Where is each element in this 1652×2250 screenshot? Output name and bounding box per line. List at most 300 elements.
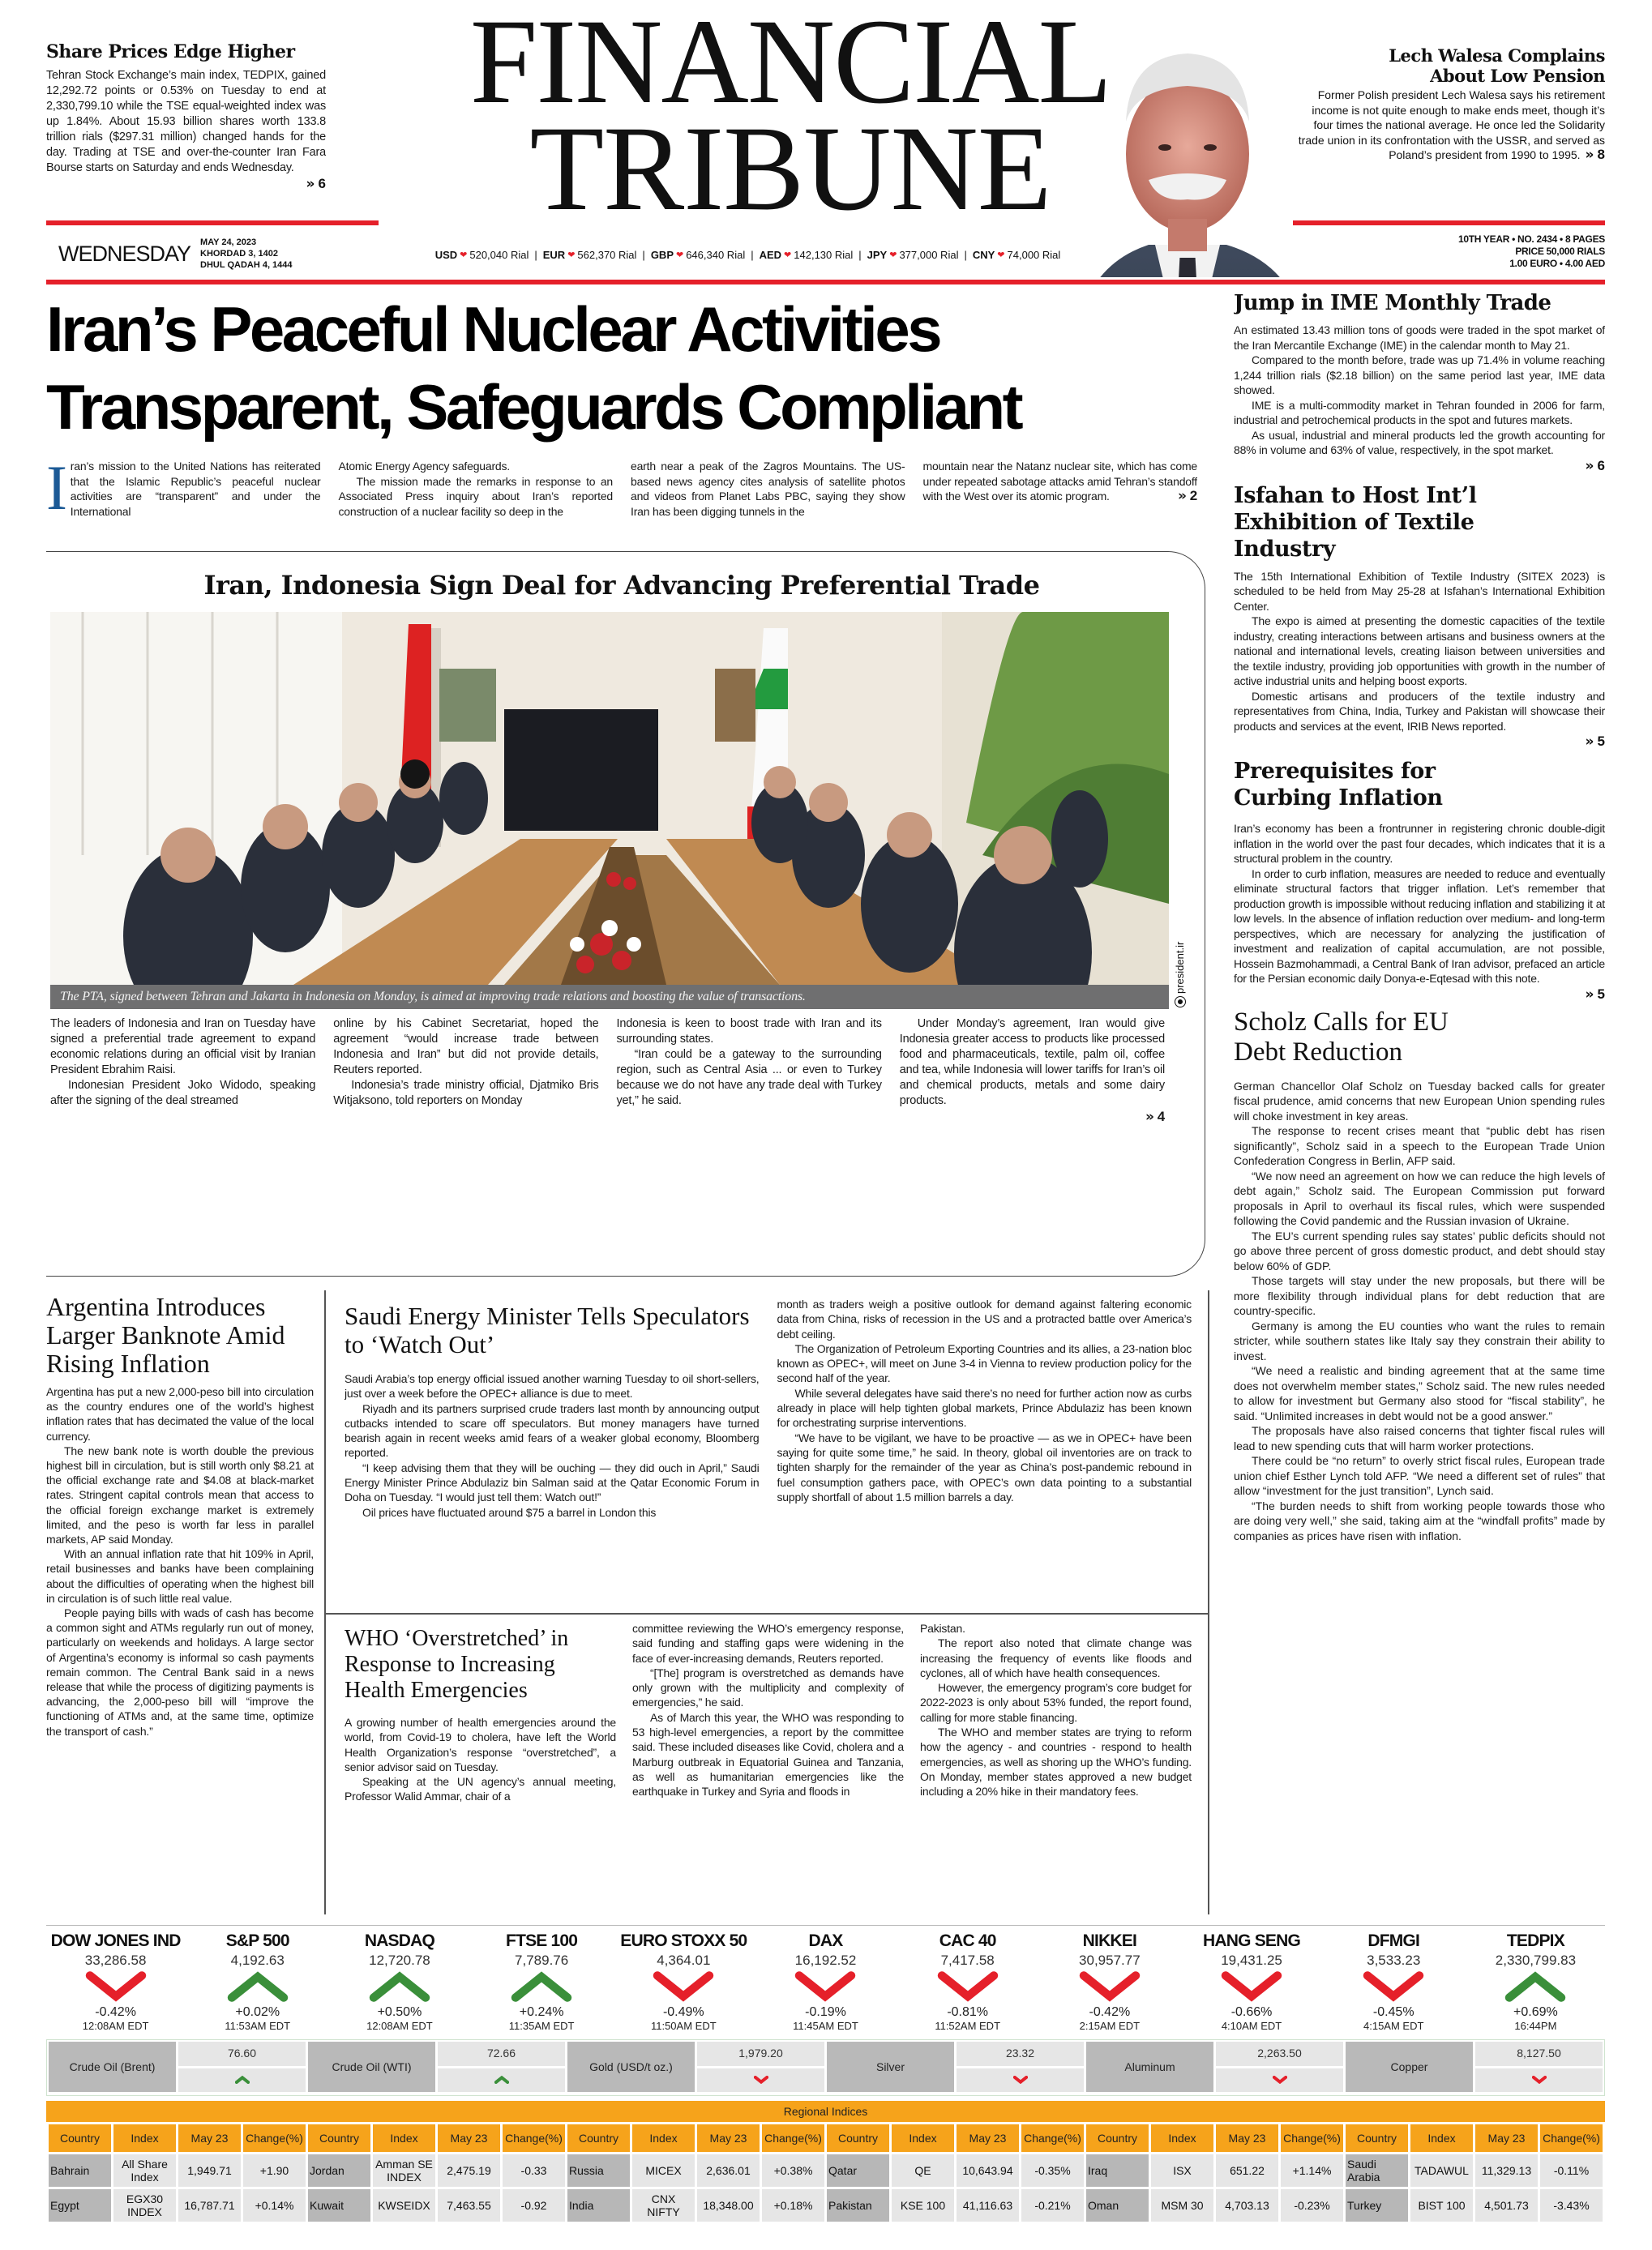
regional-country: Egypt — [49, 2189, 111, 2222]
jump-chevron-icon: » — [1177, 488, 1187, 504]
saudi-story — [345, 1297, 1192, 1609]
inflation-headline[interactable]: Prerequisites for Curbing Inflation — [1234, 759, 1443, 811]
paragraph: Saudi Arabia’s top energy official issued another warning Tuesday to oil short-sellers, just over a week before the OPEC+ alliance is due to meet. — [345, 1372, 760, 1401]
regional-column-header: May 23 — [1216, 2124, 1278, 2152]
paragraph: Speaking at the UN agency’s annual meeting, Professor Walid Ammar, chair of a — [345, 1775, 616, 1803]
lead-col-1: I ran’s mission to the United Nations has reiterated that the Islamic Republic’s peaceful nuclear activities are “transparent” and under the International — [46, 459, 321, 523]
currency-code: CNY — [972, 249, 995, 261]
isfahan-story — [1234, 482, 1605, 751]
regional-value: 2,636.01 — [697, 2154, 760, 2187]
index-name: NIKKEI — [1082, 1931, 1137, 1950]
arrow-down-icon — [931, 1970, 1004, 2003]
masthead-title-financial: FINANCIAL — [469, 0, 1111, 129]
paragraph: German Chancellor Olaf Scholz on Tuesday backed calls for greater fiscal prudence, amid concerns that new European Union spending rules will choke investment in key areas. — [1234, 1079, 1605, 1123]
arrow-down-icon — [79, 1970, 152, 2003]
argentina-story — [46, 1293, 314, 1917]
masthead-rule-right — [1293, 220, 1605, 225]
commodity-name: Silver — [827, 2042, 954, 2092]
regional-index: MSM 30 — [1151, 2189, 1213, 2222]
indonesia-col-4: Under Monday’s agreement, Iran would give Indonesia greater access to products like processed food and pharmaceuticals, textile, palm oil, coffee and tea, while Indonesia will lower tariffs for Iran’s oil and chemical products, metals and some dairy products. » 4 — [899, 1017, 1165, 1125]
index-change: +0.50% — [377, 2005, 422, 2019]
arrow-down-icon — [754, 2076, 768, 2084]
currency-value: 74,000 Rial — [1007, 249, 1061, 261]
inflation-jump[interactable]: » 5 — [1585, 986, 1605, 1003]
dateline — [58, 233, 293, 275]
walesa-portrait-icon — [1090, 18, 1285, 277]
scholz-body — [1234, 1079, 1605, 1544]
who-col-1 — [345, 1715, 616, 1804]
regional-country: Pakistan — [827, 2189, 889, 2222]
index-value: 19,431.25 — [1221, 1953, 1282, 1968]
index-change: -0.45% — [1372, 2005, 1414, 2019]
regional-change: +0.38% — [762, 2154, 824, 2187]
camera-icon — [1175, 997, 1185, 1007]
paragraph: The Organization of Petroleum Exporting Countries and its allies, a 23-nation bloc known as OPEC+, will meet on June 3-4 in Vienna to review production policy for the second half of the year. — [777, 1341, 1192, 1385]
index-value: 3,533.23 — [1367, 1953, 1421, 1968]
ime-jump[interactable]: » 6 — [1585, 457, 1605, 474]
index-name: CAC 40 — [939, 1931, 996, 1950]
masthead-title-tribune: TRIBUNE — [529, 101, 1051, 236]
currency-code: GBP — [650, 249, 674, 261]
regional-index: ISX — [1151, 2154, 1213, 2187]
commodity-value: 76.60 — [178, 2042, 306, 2066]
right-sidebar — [1234, 290, 1605, 1919]
indonesia-jump[interactable]: » 4 — [1145, 1109, 1165, 1125]
currency-strip — [409, 246, 1086, 264]
paragraph: IME is a multi-commodity market in Tehran founded in 2006 for farm, industrial and petrochemical products in the spot and futures markets. — [1234, 398, 1605, 426]
index-time: 11:53AM EDT — [225, 2020, 291, 2032]
regional-column-header: Country — [827, 2124, 889, 2152]
who-col-3 — [920, 1621, 1192, 1804]
indonesia-col-2: online by his Cabinet Secretariat, hoped the agreement “would increase trade between Indonesia and Iran” but did not provide details, Reuters reported. Indonesia’s trade ministry official, Djatmiko Bris Witjaksono, told reporters on Monday — [333, 1017, 599, 1107]
index-value: 30,957.77 — [1079, 1953, 1141, 1968]
commodity-trend — [1216, 2068, 1343, 2093]
paragraph: month as traders weigh a positive outlook for demand against faltering economic data from China, risks of recession in the US and a protracted battle over America’s debt ceiling. — [777, 1298, 1192, 1341]
down-heart-icon: ❤ — [567, 250, 576, 260]
dates: MAY 24, 2023 KHORDAD 3, 1402 DHUL QADAH 4, 1444 — [200, 237, 293, 270]
currency-value: 377,000 Rial — [899, 249, 959, 261]
paragraph: Riyadh and its partners surprised crude traders last month by announcing output cutbacks intended to scare off speculators. But money managers have turned bearish again in recent weeks amid fears of a weaker global economy, Bloomberg reported. — [345, 1401, 760, 1460]
indonesia-col-3: Indonesia is keen to boost trade with Iran and its surrounding states. “Iran could be a gateway to the surrounding region, such as Central Asia ... or even to Turkey because we do not have any trade deal with Turkey yet,” he said. — [616, 1017, 882, 1107]
index-time: 11:50AM EDT — [650, 2020, 717, 2032]
currency-value: 646,340 Rial — [686, 249, 746, 261]
paragraph: As of March this year, the WHO was responding to 53 high-level emergencies, a report by the committee said. These included diseases like Covid, cholera and a Marburg outbreak in Equatorial Guinea and Tanzania, as well as humanitarian emergencies like the earthquake in Turkey and Syria and floods in — [632, 1710, 904, 1799]
paragraph: Pakistan. — [920, 1622, 965, 1635]
currency-usd — [435, 248, 529, 263]
currency-code: USD — [434, 249, 458, 261]
down-heart-icon: ❤ — [889, 250, 897, 260]
commodity-value: 1,979.20 — [697, 2042, 824, 2066]
regional-country: Oman — [1086, 2189, 1149, 2222]
commodity-trend — [1475, 2068, 1603, 2093]
meeting-photo-icon — [50, 612, 1169, 985]
paragraph: “The burden needs to shift from working people towards those who are doing very well,” she said, taking aim at the “windfall profits” made by companies as prices have risen with inflation. — [1234, 1499, 1605, 1542]
index-name: DAX — [808, 1931, 843, 1950]
isfahan-headline[interactable]: Isfahan to Host Int’l Exhibition of Textile Industry — [1234, 482, 1477, 562]
regional-column-header: May 23 — [438, 2124, 500, 2152]
commodity-name: Gold (USD/t oz.) — [567, 2042, 695, 2092]
saudi-headline[interactable]: Saudi Energy Minister Tells Speculators to ‘Watch Out’ — [345, 1302, 750, 1358]
index-ticker[interactable] — [756, 1931, 895, 2036]
commodity-name: Copper — [1346, 2042, 1473, 2092]
paragraph: Domestic artisans and producers of the textile industry and representatives from China, India, Turkey and Pakistan will showcase their products and services at the event, IRIB News reported. — [1234, 689, 1605, 733]
regional-value: 651.22 — [1216, 2154, 1278, 2187]
commodity-quote[interactable] — [1216, 2042, 1343, 2092]
regional-column-header: May 23 — [697, 2124, 760, 2152]
regional-column-header: Index — [1151, 2124, 1213, 2152]
paragraph: There could be “no return” to overly strict fiscal rules, European trade union chief Esther Lynch told AFP. “We need a different set of rules” that allow “investment for the just transition”, Lynch said. — [1234, 1454, 1605, 1497]
issue-info: 10TH YEAR • NO. 2434 • 8 PAGES PRICE 50,000 RIALS 1.00 EURO • 4.00 AED — [1457, 233, 1605, 269]
paragraph: The 15th International Exhibition of Textile Industry (SITEX 2023) is scheduled to be held from May 25-28 at Isfahan’s International Exhibition Center. — [1234, 569, 1605, 613]
photo-credit: president.ir — [1174, 909, 1187, 1007]
separator: | — [642, 249, 645, 261]
indonesia-photo-caption: The PTA, signed between Tehran and Jakarta in Indonesia on Monday, is aimed at improving trade relations and boosting the value of transactions. — [50, 985, 1169, 1009]
masthead-rule-left — [46, 220, 379, 225]
down-heart-icon: ❤ — [460, 250, 468, 260]
index-ticker[interactable] — [330, 1931, 469, 2036]
lower-divider-v — [324, 1290, 326, 1914]
index-ticker[interactable] — [1040, 1931, 1179, 2036]
regional-column-header: Country — [49, 2124, 111, 2152]
index-time: 12:08AM EDT — [366, 2020, 433, 2032]
index-value: 7,417.58 — [940, 1953, 995, 1968]
arrow-down-icon — [1073, 1970, 1146, 2003]
who-col-2 — [632, 1621, 904, 1804]
regional-index: KWSEIDX — [373, 2189, 435, 2222]
index-name: NASDAQ — [364, 1931, 435, 1950]
jump-chevron-icon: » — [1145, 1109, 1154, 1125]
share-prices-body: Tehran Stock Exchange’s main index, TEDPIX, gained 12,292.72 points or 0.53% on Tuesday to end at 2,330,799.10 while the TSE equal-weighted index was up 1.84%. About 15.93 billion shares worth 133.8 trillion rials ($297.31 million) changed hands for the day. Trading at TSE and over-the-counter Iran Fara Bourse starts on Saturday and ends Wednesday. — [46, 69, 326, 174]
regional-column-header: Change(%) — [762, 2124, 824, 2152]
regional-column-header: May 23 — [1475, 2124, 1538, 2152]
index-ticker[interactable] — [898, 1931, 1037, 2036]
regional-value: 41,116.63 — [957, 2189, 1019, 2222]
separator: | — [964, 249, 967, 261]
arrow-up-icon — [494, 2076, 509, 2084]
index-trend — [1040, 1969, 1179, 2004]
index-ticker[interactable] — [46, 1931, 185, 2036]
paragraph: People paying bills with wads of cash has become a common sight and ATMs regularly run out of money, particularly on weekends and holidays. A large sector of Argentina’s economy is informal so cash payments remain common. The Central Bank said in a news release that while the process of digitizing payments is advancing, the 2,000-peso bill will “improve the functioning of ATMs and, at the same time, optimize the transport of cash.” — [46, 1606, 314, 1738]
regional-column-header: Change(%) — [503, 2124, 565, 2152]
regional-table — [46, 2122, 1605, 2224]
index-trend — [473, 1969, 611, 2004]
paragraph: An estimated 13.43 million tons of goods were traded in the spot market of the Iran Mercantile Exchange (IME) in the calendar month to May 21. — [1234, 323, 1605, 352]
regional-index: KSE 100 — [892, 2189, 954, 2222]
arrow-down-icon — [1273, 2076, 1287, 2084]
arrow-down-icon — [1215, 1970, 1288, 2003]
regional-change: -0.33 — [503, 2154, 565, 2187]
index-time: 11:45AM EDT — [793, 2020, 858, 2032]
who-story — [345, 1621, 1192, 1919]
lead-col-3: earth near a peak of the Zagros Mountains. The US-based news agency cites analysis of satellite photos and videos from Planet Labs PBC, saying they show Iran has been digging tunnels in the — [631, 460, 905, 518]
indonesia-headline[interactable]: Iran, Indonesia Sign Deal for Advancing Preferential Trade — [203, 570, 1040, 601]
index-value: 7,789.76 — [515, 1953, 569, 1968]
arrow-down-icon — [789, 1970, 862, 2003]
currency-cny — [973, 248, 1060, 263]
index-trend — [1325, 1969, 1463, 2004]
paragraph: Compared to the month before, trade was up 71.4% in volume reaching 1,244 trillion rials ($2.18 billion) on the same period last year, IME data showed. — [1234, 353, 1605, 396]
lead-headline-line1: Iran’s Peaceful Nuclear Activities — [46, 293, 940, 365]
down-heart-icon: ❤ — [997, 250, 1005, 260]
regional-column-header: Country — [567, 2124, 630, 2152]
currency-value: 562,370 Rial — [577, 249, 637, 261]
regional-column-header: Index — [113, 2124, 176, 2152]
index-name: EURO STOXX 50 — [620, 1931, 747, 1950]
commodity-name: Crude Oil (Brent) — [49, 2042, 176, 2092]
lower-divider-h — [324, 1613, 1208, 1615]
regional-index: TADAWUL — [1410, 2154, 1473, 2187]
regional-indices — [46, 2101, 1605, 2224]
lead-headline-line2: Transparent, Safeguards Compliant — [46, 371, 1021, 443]
regional-column-header: May 23 — [957, 2124, 1019, 2152]
paragraph: Germany is among the EU counties who want the rules to remain stricter, while southern states like Italy say they constrain their ability to invest. — [1234, 1319, 1605, 1362]
regional-column-header: Change(%) — [1021, 2124, 1084, 2152]
separator: | — [534, 249, 537, 261]
arrow-down-icon — [647, 1970, 720, 2003]
ime-headline[interactable]: Jump in IME Monthly Trade — [1234, 291, 1551, 315]
regional-value: 18,348.00 — [697, 2189, 760, 2222]
regional-change: +0.18% — [762, 2189, 824, 2222]
index-name: DOW JONES IND — [50, 1931, 181, 1950]
separator: | — [858, 249, 862, 261]
regional-column-header: Change(%) — [1281, 2124, 1343, 2152]
index-change: -0.81% — [947, 2005, 989, 2019]
argentina-body — [46, 1384, 314, 1739]
separator: | — [751, 249, 754, 261]
ime-story — [1234, 290, 1605, 474]
index-time: 11:35AM EDT — [508, 2020, 575, 2032]
commodity-quote[interactable] — [957, 2042, 1084, 2092]
paragraph: In order to curb inflation, measures are needed to reduce and eventually eliminate structural factors that trigger inflation. Let’s remember that production growth is impossible without reducing inflation and stabilizing it at low levels. In the absence of inflation reduction over medium- and long-term perspectives, which are necessary for analyzing the justification of investment and realization of capital accumulation, are not possible, Hossein Bazmohammadi, a Central Bank of Iran advisor, prefaced an article for the Persian economic daily Donya-e-Eqtesad with this note. — [1234, 866, 1605, 985]
currency-code: JPY — [867, 249, 888, 261]
regional-column-header: Index — [892, 2124, 954, 2152]
paragraph: Oil prices have fluctuated around $75 a barrel in London this — [362, 1505, 657, 1519]
regional-column-header: Country — [308, 2124, 370, 2152]
isfahan-jump[interactable]: » 5 — [1585, 734, 1605, 750]
indonesia-body — [50, 1016, 1165, 1268]
index-time: 16:44PM — [1514, 2020, 1557, 2032]
regional-country: Russia — [567, 2154, 630, 2187]
who-headline[interactable]: WHO ‘Overstretched’ in Response to Increasing Health Emergencies — [345, 1626, 569, 1703]
isfahan-body — [1234, 569, 1605, 734]
paragraph: “We have to be vigilant, we have to be proactive — as we in OPEC+ have been saying for quite some time,” he said. In theory, global oil inventories are on track to tighten sharply for the remainder of the year as China’s post-pandemic rebound in fuel consumption gathers pace, with OPEC’s own data pointing to a substantial supply shortfall of about 1.5 million barrels a day. — [777, 1431, 1192, 1504]
regional-column-header: Change(%) — [243, 2124, 306, 2152]
arrow-up-icon — [363, 1970, 436, 2003]
regional-change: +0.14% — [243, 2189, 306, 2222]
share-prices-brief — [46, 41, 326, 215]
index-ticker[interactable] — [1466, 1931, 1605, 2036]
paragraph: committee reviewing the WHO’s emergency response, said funding and staffing gaps were widening in the face of ever-increasing demands, Reuters reported. — [632, 1622, 904, 1665]
commodity-trend — [438, 2068, 565, 2093]
inflation-story — [1234, 758, 1605, 1003]
regional-column-header: Country — [1346, 2124, 1408, 2152]
index-change: -0.66% — [1230, 2005, 1273, 2019]
lead-jump[interactable]: » 2 — [1177, 488, 1197, 504]
lead-body — [46, 459, 1197, 543]
walesa-brief — [1293, 45, 1605, 217]
currency-eur — [543, 248, 637, 263]
market-strip-top-rule — [46, 1925, 1605, 1926]
jump-chevron-icon: » — [1585, 734, 1594, 750]
paragraph: The EU’s current spending rules say states’ public deficits should not go above three percent of gross domestic product, and debt should stay below 60% of GDP. — [1234, 1229, 1605, 1273]
walesa-photo — [1090, 18, 1285, 277]
index-value: 12,720.78 — [369, 1953, 430, 1968]
paragraph: Iran’s economy has been a frontrunner in registering chronic double-digit inflation in the world over the past four decades, which indicates that it is a structural problem in the country. — [1234, 822, 1605, 865]
walesa-body: Former Polish president Lech Walesa says his retirement income is not quite enough to make ends meet, though it’s four times the national average. He once led the Solidarity trade union in its confrontation with the USSR, and served as Poland’s president from 1990 to 1995. » 8 — [1298, 88, 1605, 163]
walesa-headline: Lech Walesa Complains About Low Pension — [1389, 45, 1605, 86]
regional-index: QE — [892, 2154, 954, 2187]
commodity-quote[interactable] — [697, 2042, 824, 2092]
index-trend — [1466, 1969, 1605, 2004]
commodity-quote[interactable] — [438, 2042, 565, 2092]
index-time: 11:52AM EDT — [935, 2020, 1001, 2032]
indonesia-col-1: The leaders of Indonesia and Iran on Tuesday have signed a preferential trade agreement to expand economic relations during an official visit by Iranian President Ebrahim Raisi. Indonesian President Joko Widodo, speaking after the signing of the deal streamed — [50, 1017, 316, 1107]
share-prices-jump[interactable]: » 6 — [306, 176, 326, 192]
regional-change: -0.21% — [1021, 2189, 1084, 2222]
index-change: -0.42% — [95, 2005, 136, 2019]
arrow-down-icon — [1532, 2076, 1547, 2084]
index-time: 4:10AM EDT — [1221, 2020, 1282, 2032]
index-ticker[interactable] — [614, 1931, 753, 2036]
regional-change: -3.43% — [1540, 2189, 1603, 2222]
regional-value: 10,643.94 — [957, 2154, 1019, 2187]
commodity-name: Aluminum — [1086, 2042, 1213, 2092]
commodity-value: 8,127.50 — [1475, 2042, 1603, 2066]
regional-country: Iraq — [1086, 2154, 1149, 2187]
index-ticker[interactable] — [1325, 1931, 1463, 2036]
regional-index: MICEX — [632, 2154, 695, 2187]
regional-column-header: May 23 — [178, 2124, 241, 2152]
arrow-up-icon — [1499, 1970, 1572, 2003]
paragraph: The response to recent crises meant that “public debt has risen significantly”, Scholz said in a speech to the European Trade Union Confederation Congress in Berlin, AFP said. — [1234, 1124, 1605, 1167]
currency-jpy — [867, 248, 959, 263]
paragraph: “We now need an agreement on how we can reduce the high levels of debt again,” Scholz said. The European Commission put forward proposals in April to overhaul its fiscal rules, which were suspended following the Covid pandemic and the Russian invasion of Ukraine. — [1234, 1169, 1605, 1227]
lower-divider-right — [1208, 1290, 1209, 1914]
arrow-up-icon — [221, 1970, 294, 2003]
regional-change: -0.35% — [1021, 2154, 1084, 2187]
argentina-headline[interactable]: Argentina Introduces Larger Banknote Amid Rising Inflation — [46, 1293, 285, 1378]
arrow-down-icon — [1013, 2076, 1028, 2084]
currency-aed — [760, 248, 854, 263]
regional-index: BIST 100 — [1410, 2189, 1473, 2222]
masthead-logo[interactable] — [365, 0, 1216, 236]
commodity-quote[interactable] — [1475, 2042, 1603, 2092]
paragraph: Those targets will stay under the new proposals, but there will be more flexibility through individual plans for debt reduction that are country-specific. — [1234, 1274, 1605, 1317]
regional-column-header: Index — [632, 2124, 695, 2152]
regional-column-header: Index — [1410, 2124, 1473, 2152]
regional-value: 4,501.73 — [1475, 2189, 1538, 2222]
index-trend — [1182, 1969, 1320, 2004]
index-name: HANG SENG — [1203, 1931, 1301, 1950]
lead-dropcap: I — [46, 459, 67, 523]
commodity-trend — [957, 2068, 1084, 2093]
paragraph: While several delegates have said there’s no need for further action now as curbs already in place will help tighten global markets, Prince Abdulaziz has been known for orchestrating surprise interventions. — [777, 1386, 1192, 1430]
index-name: DFMGI — [1367, 1931, 1420, 1950]
index-ticker-row — [46, 1931, 1605, 2036]
paragraph: The new bank note is worth double the previous highest bill in circulation, but is still worth only $8.21 at the official exchange rate and $4.08 at black-market rates. Stringent capital controls mean that access to the official foreign exchange market is extremely limited, and the peso is worth far less in parallel markets, AP said Monday. — [46, 1444, 314, 1546]
paragraph: The report also noted that climate change was increasing the frequency of events like floods and cyclones, all of which have health consequences. — [920, 1636, 1192, 1679]
regional-row — [49, 2154, 1603, 2187]
index-trend — [756, 1969, 895, 2004]
commodities-strip — [46, 2039, 1605, 2096]
paragraph: The WHO and member states are trying to reform how the agency - and countries - respond to health emergencies, as well as shoring up the WHO’s funding. On Monday, member states approved a new budget including a 20% hike in their mandatory fees. — [920, 1726, 1192, 1799]
jump-chevron-icon: » — [306, 176, 315, 192]
regional-value: 4,703.13 — [1216, 2189, 1278, 2222]
down-heart-icon: ❤ — [675, 250, 684, 260]
commodity-value: 2,263.50 — [1216, 2042, 1343, 2066]
commodity-value: 23.32 — [957, 2042, 1084, 2066]
regional-index: CNX NIFTY — [632, 2189, 695, 2222]
ime-body — [1234, 323, 1605, 458]
commodity-quote[interactable] — [178, 2042, 306, 2092]
index-change: +0.69% — [1513, 2005, 1558, 2019]
scholz-headline[interactable]: Scholz Calls for EU Debt Reduction — [1234, 1007, 1449, 1067]
down-heart-icon: ❤ — [784, 250, 792, 260]
jump-chevron-icon: » — [1585, 457, 1594, 474]
index-change: -0.49% — [662, 2005, 704, 2019]
index-change: +0.24% — [519, 2005, 564, 2019]
regional-country: Bahrain — [49, 2154, 111, 2187]
currency-code: AED — [759, 249, 782, 261]
regional-column-header: Index — [373, 2124, 435, 2152]
index-ticker[interactable] — [473, 1931, 611, 2036]
regional-change: +1.90 — [243, 2154, 306, 2187]
lead-col-2: Atomic Energy Agency safeguards. The mission made the remarks in response to an Associated Press inquiry about Iran’s reported construction of a nuclear facility so deep in the — [338, 460, 613, 518]
paragraph: The expo is aimed at presenting the domestic capacities of the textile industry, creating interactions between artisans and business owners at the national and international levels, creating liaison between universities and the textile industry, providing job opportunities with growth in the number of active industrial units and helping boost exports. — [1234, 614, 1605, 687]
paragraph: “I keep advising them that they will be ouching — they did ouch in April,” Saudi Energy Minister Prince Abdulaziz bin Salman said at the Qatar Economic Forum in Doha on Tuesday. “I would just tell them: Watch out!” — [345, 1461, 760, 1504]
currency-gbp — [651, 248, 745, 263]
indonesia-photo — [50, 612, 1169, 985]
regional-change: -0.11% — [1540, 2154, 1603, 2187]
paragraph: As usual, industrial and mineral products led the growth accounting for 88% in volume and 63% of value, respectively, in the spot market. — [1234, 428, 1605, 456]
regional-column-header: Country — [1086, 2124, 1149, 2152]
regional-change: -0.92 — [503, 2189, 565, 2222]
walesa-jump[interactable]: » 8 — [1585, 147, 1605, 163]
lead-col-4: mountain near the Natanz nuclear site, which has come under repeated sabotage attacks amid Tehran’s standoff with the West over its atomic program. » 2 — [922, 460, 1197, 504]
saudi-col-2 — [777, 1297, 1192, 1520]
regional-index: Amman SE INDEX — [373, 2154, 435, 2187]
regional-value: 7,463.55 — [438, 2189, 500, 2222]
share-prices-headline: Share Prices Edge Higher — [46, 41, 295, 62]
regional-country: Qatar — [827, 2154, 889, 2187]
lead-headline[interactable] — [46, 290, 1205, 452]
index-trend — [46, 1969, 185, 2004]
regional-value: 11,329.13 — [1475, 2154, 1538, 2187]
index-trend — [188, 1969, 327, 2004]
index-ticker[interactable] — [1182, 1931, 1320, 2036]
regional-change: -0.23% — [1281, 2189, 1343, 2222]
regional-value: 1,949.71 — [178, 2154, 241, 2187]
index-value: 16,192.52 — [794, 1953, 857, 1968]
index-time: 4:15AM EDT — [1363, 2020, 1424, 2032]
paragraph: The proposals have also raised concerns that tighter fiscal rules will lead to new spending cuts that will harm worker protections. — [1234, 1424, 1605, 1452]
currency-value: 142,130 Rial — [794, 249, 854, 261]
index-name: S&P 500 — [225, 1931, 289, 1950]
regional-country: Jordan — [308, 2154, 370, 2187]
regional-country: Kuwait — [308, 2189, 370, 2222]
regional-row — [49, 2189, 1603, 2222]
regional-value: 2,475.19 — [438, 2154, 500, 2187]
arrow-down-icon — [1357, 1970, 1430, 2003]
index-change: +0.02% — [235, 2005, 280, 2019]
commodity-trend — [178, 2068, 306, 2093]
regional-country: Saudi Arabia — [1346, 2154, 1408, 2187]
index-ticker[interactable] — [188, 1931, 327, 2036]
index-trend — [614, 1969, 753, 2004]
regional-index: EGX30 INDEX — [113, 2189, 176, 2222]
index-value: 4,364.01 — [657, 1953, 711, 1968]
commodity-name: Crude Oil (WTI) — [308, 2042, 435, 2092]
